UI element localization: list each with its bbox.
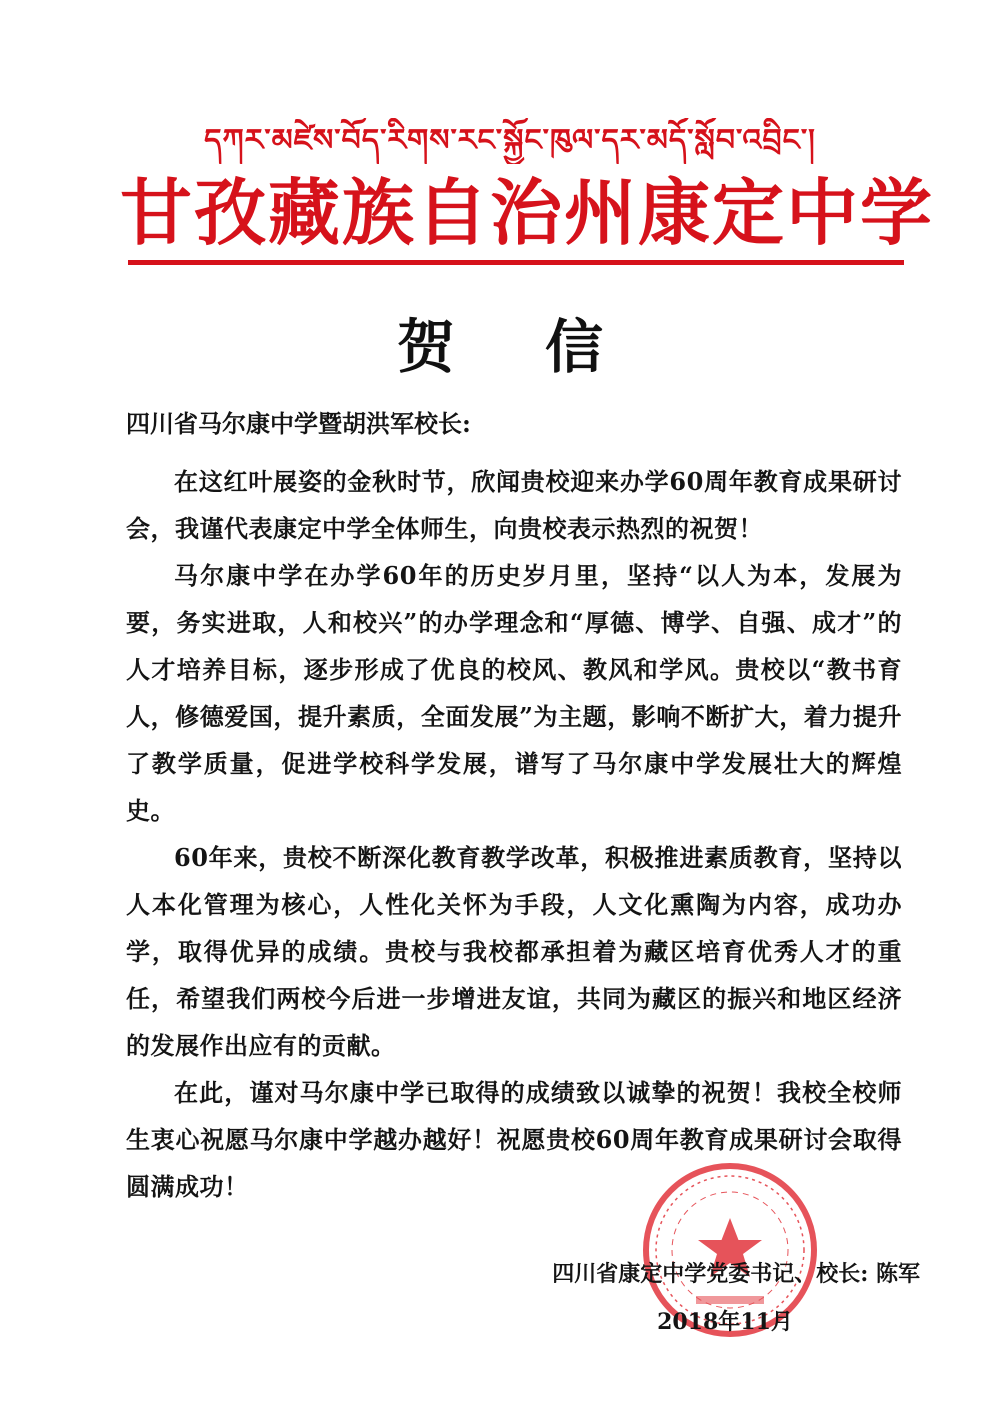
letterhead-divider <box>128 260 904 265</box>
letter-date: 2018年11月 <box>657 1309 793 1335</box>
letterhead-tibetan-title: དཀར་མཛེས་བོད་རིགས་རང་སྐྱོང་ཁུལ་དར་མདོ་སློབ་འབྲིང་། <box>204 123 816 158</box>
letter-title: 贺信 <box>396 313 693 381</box>
letterhead-school-name: 甘孜藏族自治州康定中学 <box>120 171 935 255</box>
letter-signature: 四川省康定中学党委书记、校长: 陈军 <box>552 1261 920 1287</box>
letter-paragraph: 60年来，贵校不断深化教育教学改革，积极推进素质教育，坚持以人本化管理为核心，人性化关怀为手段，人文化熏陶为内容，成功办学，取得优异的成绩。贵校与我校都承担着为藏区培育优秀人才的重任，希望我们两校今后进一步增进友谊，共同为藏区的振兴和地区经济的发展作出应有的贡献。 <box>126 843 902 1060</box>
letter-paragraph: 马尔康中学在办学60年的历史岁月里，坚持“以人为本，发展为要，务实进取，人和校兴”的办学理念和“厚德、博学、自强、成才”的人才培养目标，逐步形成了优良的校风、教风和学风。贵校以“教书育人，修德爱国，提升素质，全面发展”为主题，影响不断扩大，着力提升了教学质量，促进学校科学发展，谱写了马尔康中学发展壮大的辉煌史。 <box>126 561 902 825</box>
letter-body <box>126 458 902 1210</box>
letterhead <box>120 118 935 274</box>
letter-salutation: 四川省马尔康中学暨胡洪军校长: <box>126 409 471 438</box>
letter-paragraph: 在这红叶展姿的金秋时节，欣闻贵校迎来办学60周年教育成果研讨会，我谨代表康定中学全体师生，向贵校表示热烈的祝贺！ <box>126 467 902 543</box>
letter-paragraph: 在此，谨对马尔康中学已取得的成绩致以诚挚的祝贺！我校全校师生衷心祝愿马尔康中学越办越好！祝愿贵校60周年教育成果研讨会取得圆满成功！ <box>126 1078 902 1201</box>
